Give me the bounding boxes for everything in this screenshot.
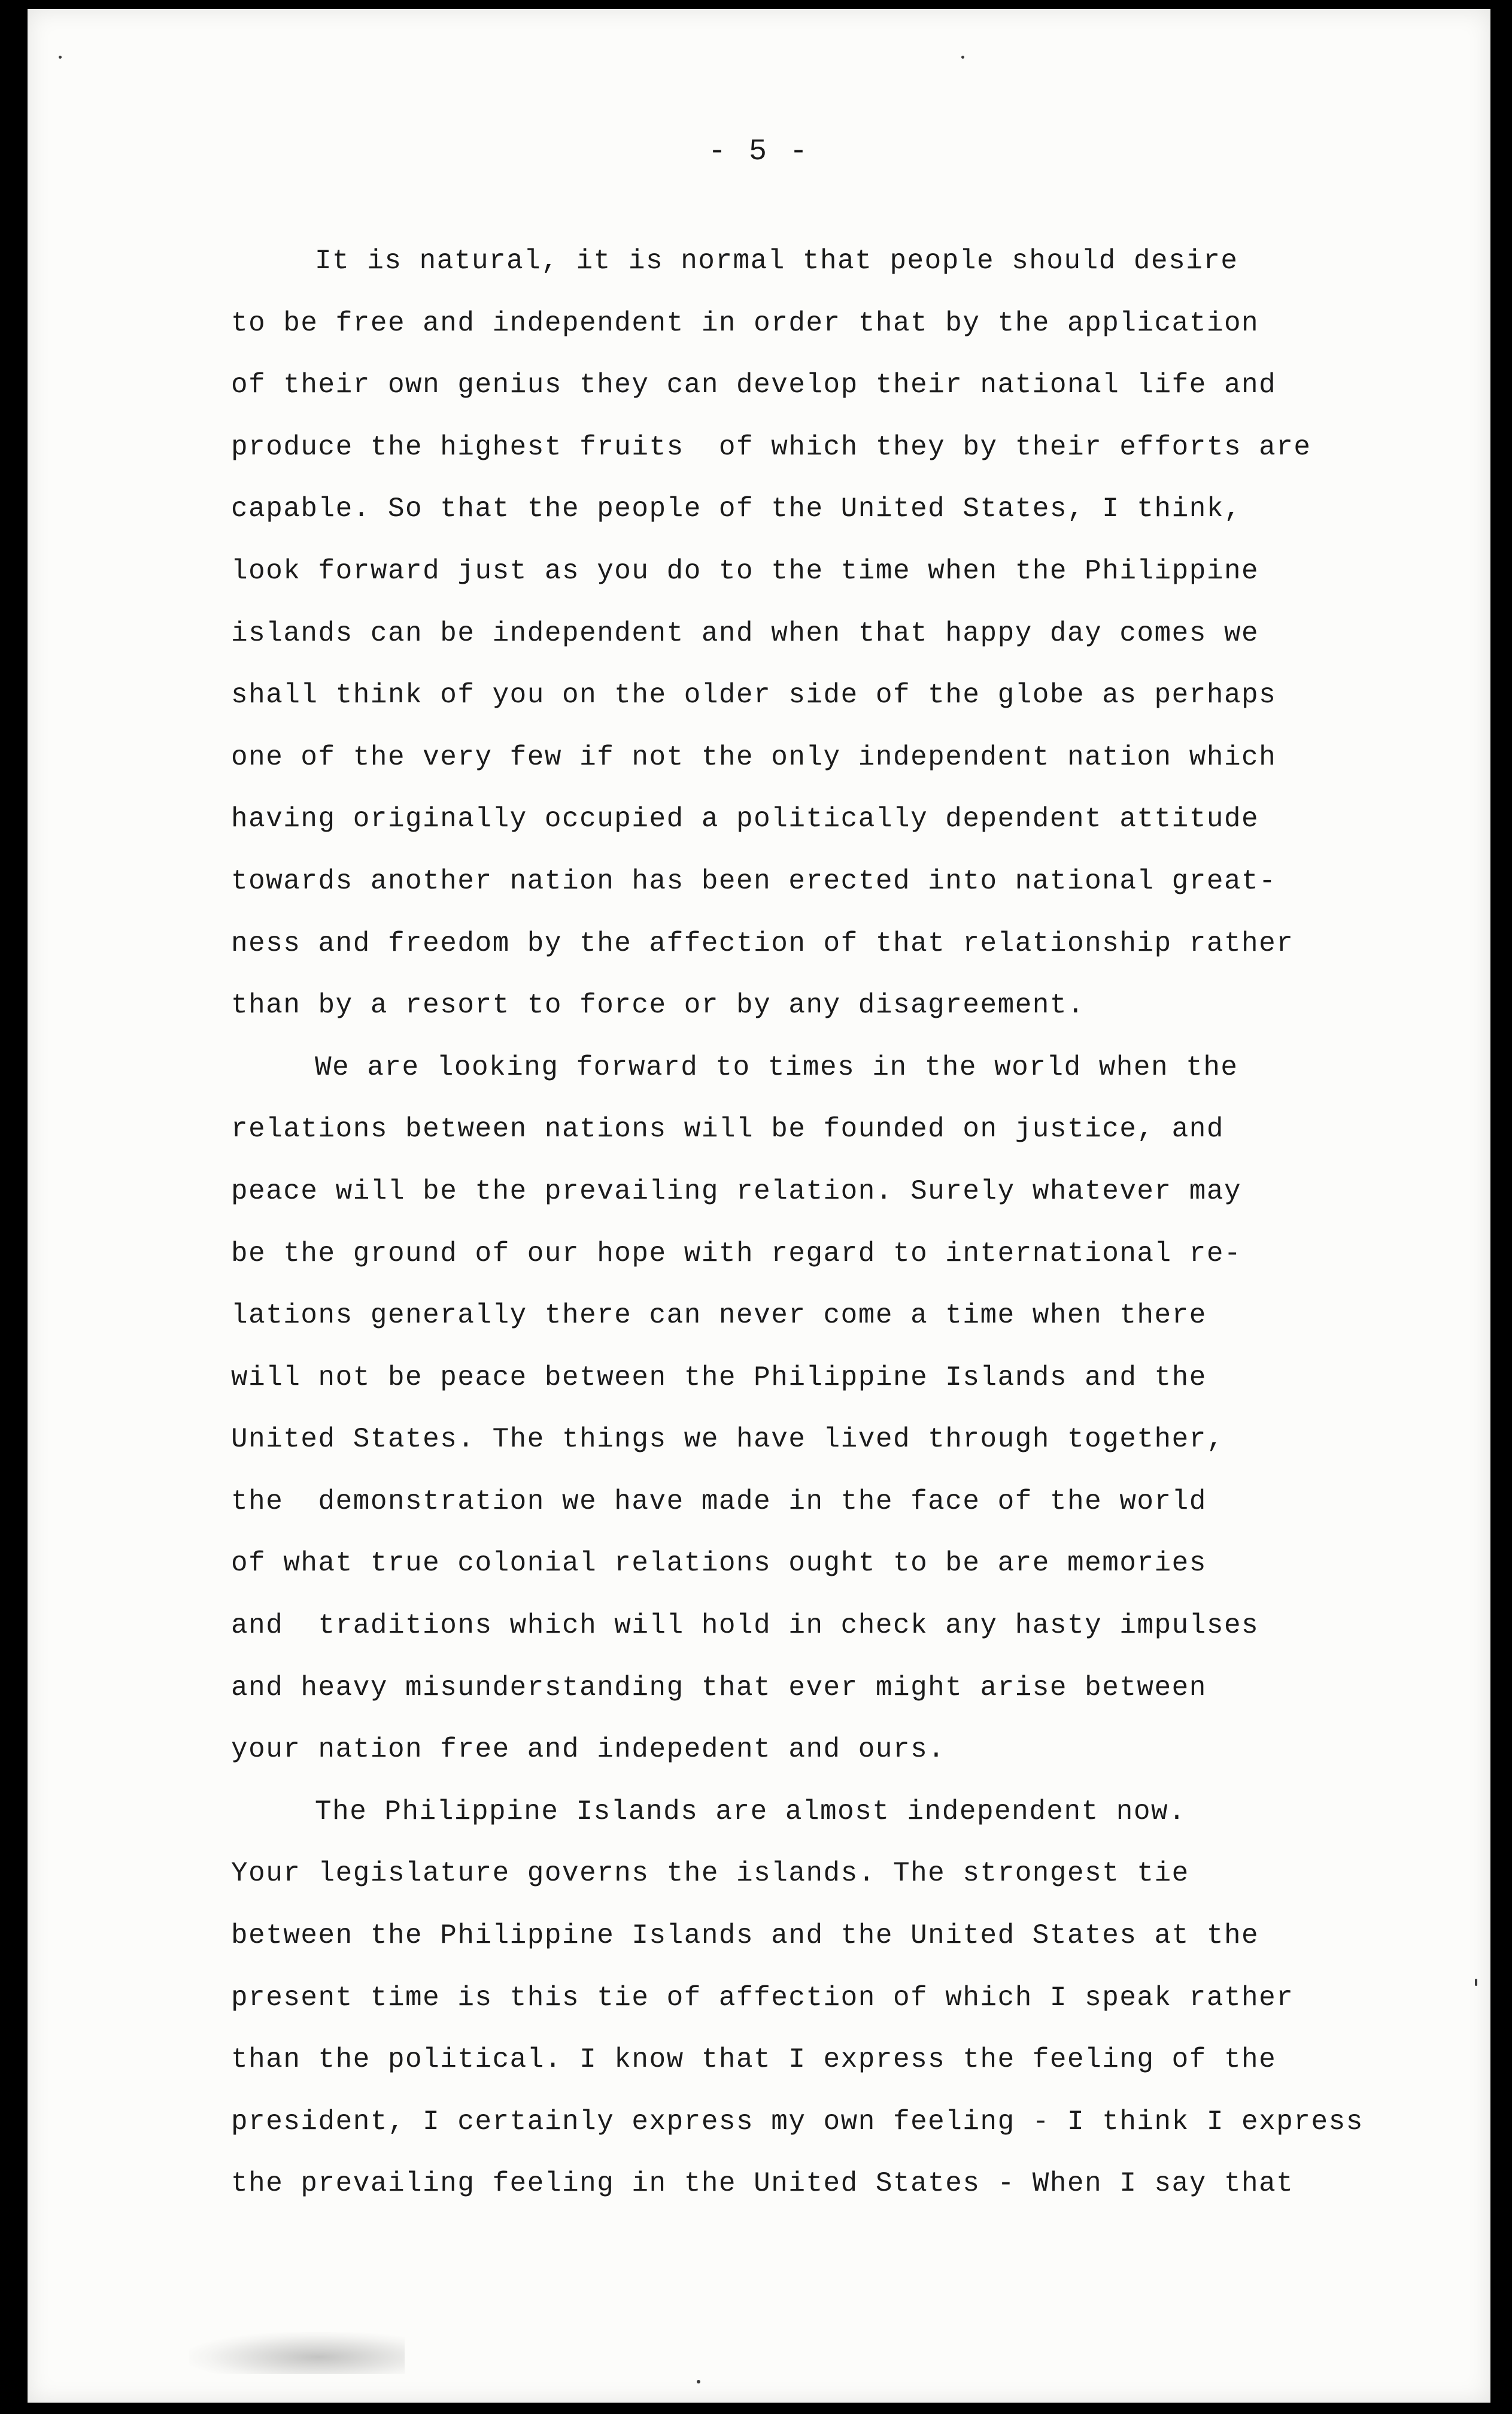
ink-speck	[1475, 1979, 1477, 1986]
text-line: the prevailing feeling in the United States - When I say that	[231, 2168, 1294, 2200]
letter-body	[231, 231, 1440, 2215]
text-line: and traditions which will hold in check any hasty impulses	[231, 1610, 1259, 1642]
paper-smudge	[189, 2332, 405, 2374]
ink-speck	[697, 2380, 700, 2383]
text-line: to be free and independent in order that by the application	[231, 307, 1259, 339]
text-line: president, I certainly express my own feeling - I think I express	[231, 2106, 1364, 2137]
text-line: one of the very few if not the only independent nation which	[231, 741, 1277, 773]
text-line: produce the highest fruits of which they by their efforts are	[231, 431, 1311, 463]
text-line: of their own genius they can develop their national life and	[231, 369, 1277, 401]
text-line: than the political. I know that I express the feeling of the	[231, 2044, 1277, 2076]
text-line: look forward just as you do to the time when the Philippine	[231, 555, 1259, 587]
page-number: - 5 -	[708, 135, 810, 169]
text-line: be the ground of our hope with regard to international re-	[231, 1238, 1242, 1269]
text-line: It is natural, it is normal that people should desire	[315, 245, 1238, 277]
text-line: islands can be independent and when that happy day comes we	[231, 617, 1259, 649]
text-line: relations between nations will be founded on justice, and	[231, 1114, 1224, 1145]
text-line: and heavy misunderstanding that ever might arise between	[231, 1672, 1207, 1703]
text-line: We are looking forward to times in the world when the	[315, 1051, 1238, 1083]
text-line: lations generally there can never come a time when there	[231, 1300, 1207, 1332]
text-line: shall think of you on the older side of the globe as perhaps	[231, 680, 1277, 711]
text-line: towards another nation has been erected into national great-	[231, 865, 1277, 897]
text-line: The Philippine Islands are almost independent now.	[315, 1796, 1186, 1827]
text-line: of what true colonial relations ought to be are memories	[231, 1548, 1207, 1579]
text-line: Your legislature governs the islands. The strongest tie	[231, 1858, 1189, 1890]
text-line: capable. So that the people of the United States, I think,	[231, 493, 1242, 525]
text-line: United States. The things we have lived through together,	[231, 1424, 1224, 1455]
text-line: ness and freedom by the affection of that relationship rather	[231, 927, 1294, 959]
text-line: present time is this tie of affection of which I speak rather	[231, 1982, 1294, 2013]
text-line: will not be peace between the Philippine Islands and the	[231, 1361, 1207, 1393]
text-line: between the Philippine Islands and the United States at the	[231, 1920, 1259, 1952]
text-line: than by a resort to force or by any disagreement.	[231, 990, 1085, 1021]
text-line: having originally occupied a politically dependent attitude	[231, 803, 1259, 835]
text-line: the demonstration we have made in the face of the world	[231, 1485, 1207, 1517]
ink-speck	[961, 56, 964, 59]
text-line: your nation free and indepedent and ours.	[231, 1734, 946, 1766]
ink-speck	[59, 56, 62, 59]
text-line: peace will be the prevailing relation. Surely whatever may	[231, 1175, 1242, 1207]
document-page	[28, 9, 1490, 2403]
